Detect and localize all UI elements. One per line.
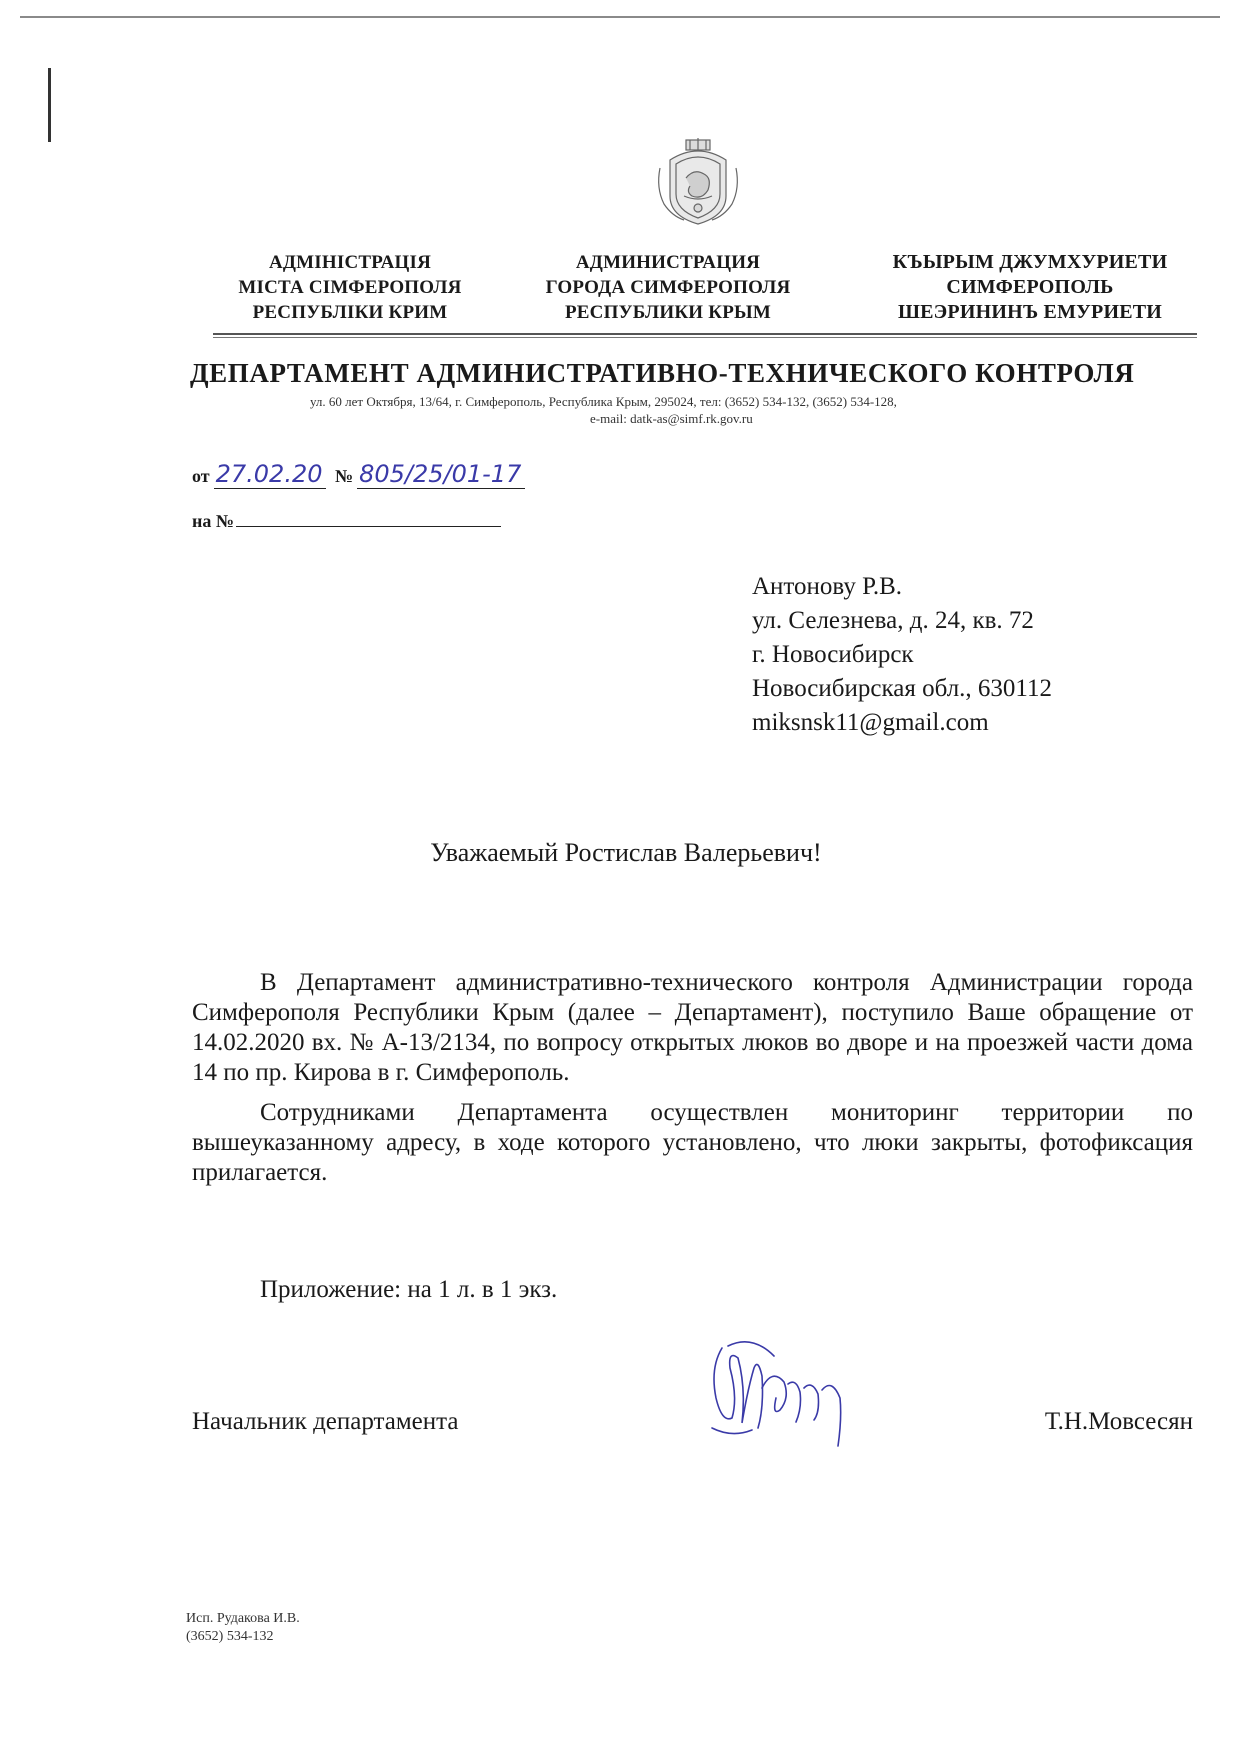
department-title: ДЕПАРТАМЕНТ АДМИНИСТРАТИВНО-ТЕХНИЧЕСКОГО КОНТРОЛЯ	[190, 358, 1135, 388]
header-line: СИМФЕРОПОЛЬ	[946, 276, 1114, 298]
addressee-line: ул. Селезнева, д. 24, кв. 72	[752, 607, 1034, 634]
addressee-email: miksnsk11@gmail.com	[752, 709, 989, 736]
outgoing-reference	[192, 460, 529, 489]
header-russian	[518, 250, 818, 325]
department-email: e-mail: datk-as@simf.rk.gov.ru	[590, 411, 753, 426]
body-paragraph: В Департамент административно-технического контроля Администрации города Симферополя Республики Крым (далее – Департамент), поступило Ваше обращение от 14.02.2020 вх. № А-13/2134, по вопросу открытых люков во дворе и на проезжей части дома 14 по пр. Кирова в г. Симферополь.	[192, 969, 1193, 1086]
department-address: ул. 60 лет Октября, 13/64, г. Симферополь, Республика Крым, 295024, тел: (3652) 534-132, (3652) 534-128,	[310, 394, 897, 409]
executor-block	[186, 1610, 300, 1646]
header-line: АДМІНІСТРАЦІЯ	[268, 252, 432, 273]
signatory-name: Т.Н.Мовсесян	[1044, 1408, 1193, 1435]
reply-blank-line	[236, 510, 501, 527]
header-line: ШЕЭРИНИНЪ ЕМУРИЕТИ	[897, 301, 1163, 323]
signatory-title: Начальник департамента	[192, 1408, 459, 1435]
body-paragraph: Сотрудниками Департамента осуществлен мониторинг территории по вышеуказанному адресу, в ходе которого установлено, что люки закрыты, фотофиксация прилагается.	[192, 1099, 1193, 1186]
salutation-text: Уважаемый Ростислав Валерьевич!	[430, 838, 822, 867]
header-crimean-tatar	[860, 250, 1200, 325]
margin-mark	[48, 68, 51, 142]
date-label: от	[192, 466, 210, 486]
crimea-coat-of-arms-icon	[650, 138, 746, 226]
handwritten-number: 805/25/01-17	[357, 460, 525, 489]
addressee-block	[752, 570, 1052, 740]
header-line: РЕСПУБЛІКИ КРИМ	[252, 302, 448, 323]
number-label: №	[334, 466, 354, 486]
executor-phone: (3652) 534-132	[186, 1629, 274, 1644]
header-ukrainian	[210, 250, 490, 325]
handwritten-date: 27.02.20	[214, 460, 327, 489]
header-line: ГОРОДА СИМФЕРОПОЛЯ	[545, 277, 791, 298]
addressee-line: г. Новосибирск	[752, 641, 914, 668]
scan-top-edge	[20, 16, 1220, 18]
addressee-line: Новосибирская обл., 630112	[752, 675, 1052, 702]
reply-reference	[192, 510, 501, 532]
addressee-line: Антонову Р.В.	[752, 573, 903, 600]
handwritten-signature-icon	[692, 1328, 862, 1458]
header-divider-thin	[213, 337, 1197, 338]
header-line: АДМИНИСТРАЦИЯ	[575, 252, 761, 273]
salutation	[0, 838, 1242, 868]
header-line: МІСТА СІМФЕРОПОЛЯ	[238, 277, 462, 298]
header-line: КЪЫРЫМ ДЖУМХУРИЕТИ	[892, 251, 1168, 273]
reply-label: на №	[192, 511, 234, 531]
header-divider	[213, 333, 1197, 335]
executor-name: Исп. Рудакова И.В.	[186, 1611, 300, 1626]
header-line: РЕСПУБЛИКИ КРЫМ	[564, 302, 772, 323]
attachment-note: Приложение: на 1 л. в 1 экз.	[260, 1276, 558, 1303]
letter-body	[192, 968, 1193, 1198]
